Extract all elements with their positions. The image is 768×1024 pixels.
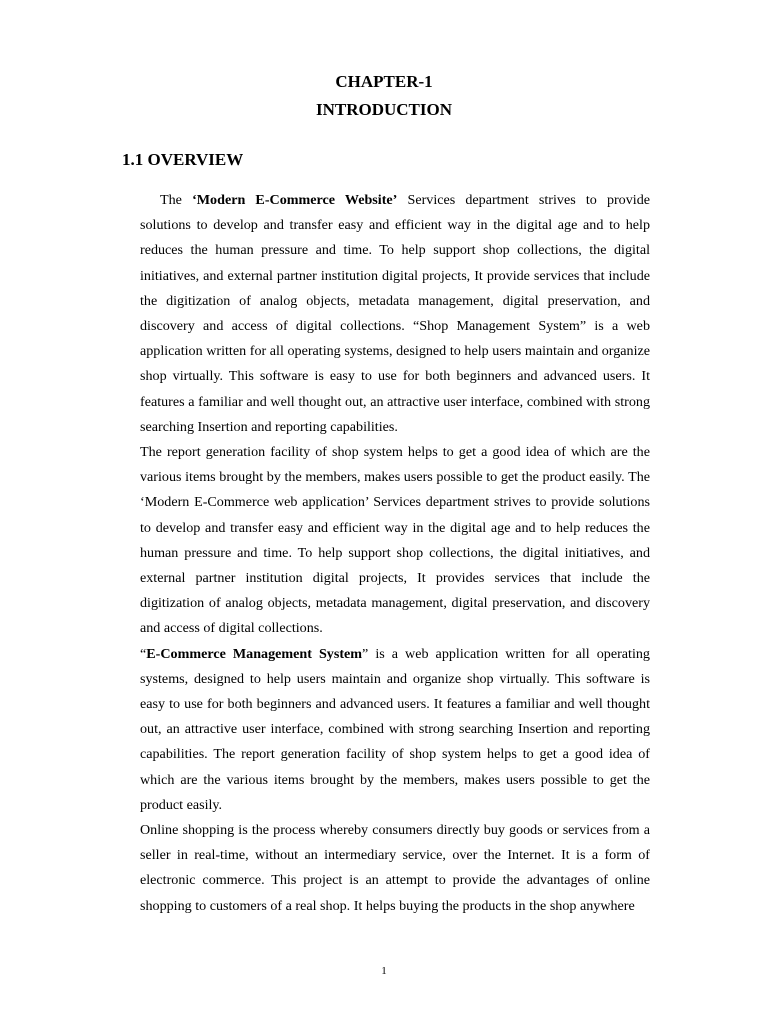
paragraph-2: The report generation facility of shop system helps to get a good idea of which are the various items brought by the members, makes users possible to get the product easily. The ‘Modern E-Commerce web application’ Services department strives to provide solutions to develop and transfer easy and efficient way in the digital age and to help reduces the human pressure and time. To help support shop collections, the digital initiatives, and external partner institution digital projects, It provides services that include the digitization of analog objects, metadata management, digital preservation, and discovery and access of digital collections. [140, 444, 650, 637]
chapter-title: INTRODUCTION [315, 100, 453, 119]
paragraph-3-lead: “ [140, 645, 147, 662]
paragraph-1-bold-title: ‘Modern E-Commerce Website’ [192, 192, 398, 208]
paragraph-3-rest: ” is a web application written for all operating systems, designed to help users maintain and organize shop virtually. This software is easy to use for both beginners and advanced users. It features a familiar and well thought out, an attractive user interface, combined with strong searching Insertion and reporting capabilities. The report generation facility of shop system helps to get a good idea of which are the various items brought by the members, makes users possible to get the product easily. [140, 645, 650, 813]
paragraph-1 [140, 188, 650, 440]
page-number: 1 [381, 965, 387, 977]
paragraph-1-rest: Services department strives to provide solutions to develop and transfer easy and efficient way in the digital age and to help reduces the human pressure and time. To help support shop collections, the digital initiatives, and external partner institution digital projects, It provide services that include the digitization of analog objects, metadata management, digital preservation, and discovery and access of digital collections. “Shop Management System” is a web application written for all operating systems, designed to help users maintain and organize shop virtually. This software is easy to use for both beginners and advanced users. It features a familiar and well thought out, an attractive user interface, combined with strong searching Insertion and reporting capabilities. [140, 192, 650, 435]
paragraph-1-lead: The [160, 192, 193, 208]
body-text [140, 188, 650, 919]
chapter-number: CHAPTER-1 [335, 72, 433, 91]
paragraph-3 [140, 642, 650, 818]
paragraph-4: Online shopping is the process whereby consumers directly buy goods or services from a seller in real-time, without an intermediary service, over the Internet. It is a form of electronic commerce. This project is an attempt to provide the advantages of online shopping to customers of a real shop. It helps buying the products in the shop anywhere [140, 822, 650, 914]
paragraph-3-bold-title: E-Commerce Management System [146, 645, 363, 662]
section-heading: 1.1 OVERVIEW [122, 150, 244, 169]
